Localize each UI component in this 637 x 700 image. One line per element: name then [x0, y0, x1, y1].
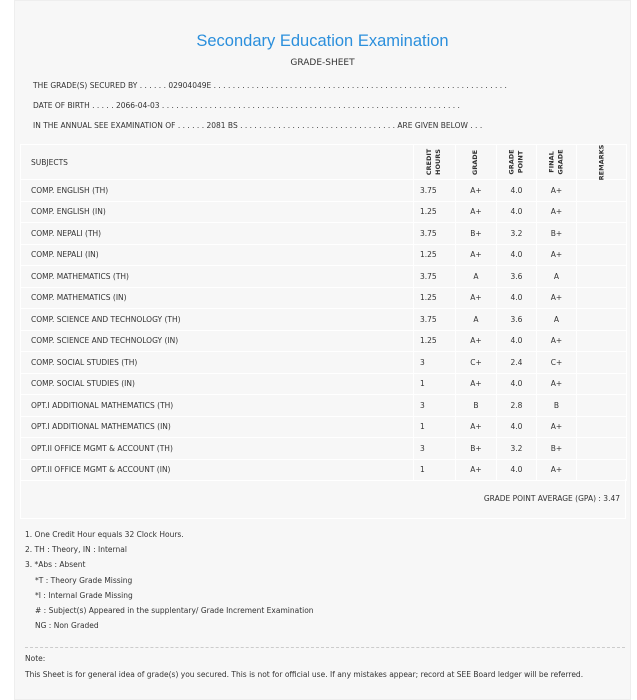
- subject-cell: OPT.II OFFICE MGMT & ACCOUNT (TH): [21, 438, 414, 460]
- header-remarks-line1: REMARKS: [596, 144, 605, 181]
- table-row: [21, 201, 627, 223]
- table-row: [21, 180, 627, 202]
- grade-cell: A+: [456, 201, 497, 223]
- note-item: *I : Internal Grade Missing: [35, 590, 133, 600]
- table-header-row: [21, 145, 627, 180]
- header-remarks-label: [597, 145, 606, 181]
- grade-cell: A+: [456, 244, 497, 266]
- remarks-cell: [577, 373, 627, 395]
- remarks-cell: [577, 287, 627, 309]
- table-row: [21, 287, 627, 309]
- table-row: [21, 244, 627, 266]
- subject-cell: COMP. NEPALI (TH): [21, 223, 414, 245]
- remarks-cell: [577, 416, 627, 438]
- subject-cell: OPT.II OFFICE MGMT & ACCOUNT (IN): [21, 459, 414, 481]
- final-grade-cell: A+: [537, 244, 577, 266]
- credit-hours-cell: 1: [414, 416, 456, 438]
- table-row: [21, 352, 627, 374]
- grade-point-cell: 3.2: [497, 223, 537, 245]
- remarks-cell: [577, 223, 627, 245]
- remarks-cell: [577, 330, 627, 352]
- header-grade-label: [472, 150, 481, 175]
- credit-hours-cell: 1.25: [414, 287, 456, 309]
- subject-cell: OPT.I ADDITIONAL MATHEMATICS (IN): [21, 416, 414, 438]
- table-row: [21, 330, 627, 352]
- header-grade-point: [497, 145, 537, 180]
- exam-year-line: IN THE ANNUAL SEE EXAMINATION OF . . . . . . 2081 BS . . . . . . . . . . . . . . . . . . . . . . . . . . . . . . . . . ARE GIVEN BELOW . . .: [33, 121, 483, 130]
- header-grade-line1: GRADE: [471, 149, 480, 176]
- credit-hours-cell: 3.75: [414, 180, 456, 202]
- note-item: *T : Theory Grade Missing: [35, 575, 133, 585]
- subject-cell: OPT.I ADDITIONAL MATHEMATICS (TH): [21, 395, 414, 417]
- gpa-value: GRADE POINT AVERAGE (GPA) : 3.47: [483, 494, 620, 503]
- remarks-cell: [577, 395, 627, 417]
- remarks-cell: [577, 352, 627, 374]
- final-grade-cell: B: [537, 395, 577, 417]
- table-row: [21, 438, 627, 460]
- note-item: NG : Non Graded: [35, 621, 99, 631]
- final-grade-cell: A: [537, 266, 577, 288]
- header-credit-line2: HOURS: [434, 149, 443, 175]
- subject-cell: COMP. MATHEMATICS (TH): [21, 266, 414, 288]
- remarks-cell: [577, 438, 627, 460]
- table-row: [21, 459, 627, 481]
- subject-cell: COMP. NEPALI (IN): [21, 244, 414, 266]
- subject-cell: COMP. SOCIAL STUDIES (TH): [21, 352, 414, 374]
- grade-point-cell: 4.0: [497, 201, 537, 223]
- divider: [25, 647, 625, 648]
- note-item: 2. TH : Theory, IN : Internal: [25, 545, 127, 555]
- header-grade-point-label: [508, 149, 526, 174]
- remarks-cell: [577, 459, 627, 481]
- header-subjects: SUBJECTS: [21, 145, 414, 180]
- note-text: This Sheet is for general idea of grade(s) you secured. This is not for official use. If any mistakes appear; record at SEE Board ledger will be referred.: [25, 669, 584, 679]
- header-gpoint-line2: POINT: [516, 150, 525, 174]
- grade-cell: B+: [456, 438, 497, 460]
- subject-cell: COMP. ENGLISH (IN): [21, 201, 414, 223]
- remarks-cell: [577, 201, 627, 223]
- page-subtitle: GRADE-SHEET: [290, 58, 355, 68]
- grade-cell: A+: [456, 330, 497, 352]
- final-grade-cell: A+: [537, 201, 577, 223]
- final-grade-cell: A+: [537, 330, 577, 352]
- grade-cell: C+: [456, 352, 497, 374]
- grade-cell: A+: [456, 180, 497, 202]
- header-final-grade-label: [548, 149, 566, 174]
- remarks-cell: [577, 266, 627, 288]
- grade-point-cell: 4.0: [497, 330, 537, 352]
- final-grade-cell: A+: [537, 180, 577, 202]
- disclaimer: [25, 651, 625, 682]
- subject-cell: COMP. SCIENCE AND TECHNOLOGY (IN): [21, 330, 414, 352]
- subject-cell: COMP. ENGLISH (TH): [21, 180, 414, 202]
- subject-cell: COMP. MATHEMATICS (IN): [21, 287, 414, 309]
- subject-cell: COMP. SOCIAL STUDIES (IN): [21, 373, 414, 395]
- grade-point-cell: 4.0: [497, 416, 537, 438]
- final-grade-cell: B+: [537, 223, 577, 245]
- credit-hours-cell: 3.75: [414, 266, 456, 288]
- note-item: 3. *Abs : Absent: [25, 560, 86, 570]
- header-final-line1: FINAL: [547, 151, 556, 173]
- header-remarks: [577, 145, 627, 180]
- grade-cell: A: [456, 309, 497, 331]
- header-credit-hours-label: [426, 149, 444, 175]
- final-grade-cell: A+: [537, 459, 577, 481]
- header-credit-hours: [414, 145, 456, 180]
- table-row: [21, 373, 627, 395]
- grade-cell: B+: [456, 223, 497, 245]
- table-row: [21, 395, 627, 417]
- grade-point-cell: 4.0: [497, 373, 537, 395]
- grade-point-cell: 4.0: [497, 244, 537, 266]
- grade-cell: A+: [456, 373, 497, 395]
- grade-cell: A+: [456, 287, 497, 309]
- note-item: 1. One Credit Hour equals 32 Clock Hours.: [25, 530, 184, 539]
- grade-point-cell: 3.6: [497, 266, 537, 288]
- legend-notes: [25, 527, 314, 633]
- credit-hours-cell: 3: [414, 395, 456, 417]
- header-final-line2: GRADE: [556, 149, 565, 175]
- subject-cell: COMP. SCIENCE AND TECHNOLOGY (TH): [21, 309, 414, 331]
- final-grade-cell: A: [537, 309, 577, 331]
- grade-point-cell: 4.0: [497, 180, 537, 202]
- grade-cell: A+: [456, 459, 497, 481]
- grade-cell: A+: [456, 416, 497, 438]
- final-grade-cell: A+: [537, 287, 577, 309]
- credit-hours-cell: 3: [414, 352, 456, 374]
- grade-point-cell: 3.6: [497, 309, 537, 331]
- remarks-cell: [577, 309, 627, 331]
- remarks-cell: [577, 244, 627, 266]
- final-grade-cell: A+: [537, 416, 577, 438]
- table-row: [21, 309, 627, 331]
- grade-cell: A: [456, 266, 497, 288]
- final-grade-cell: A+: [537, 373, 577, 395]
- gpa-row: [20, 479, 626, 519]
- table-row: [21, 416, 627, 438]
- header-credit-line1: CREDIT: [425, 148, 434, 176]
- grade-point-cell: 3.2: [497, 438, 537, 460]
- grade-point-cell: 4.0: [497, 459, 537, 481]
- note-label: Note:: [25, 654, 46, 663]
- credit-hours-cell: 3.75: [414, 309, 456, 331]
- credit-hours-cell: 1.25: [414, 201, 456, 223]
- header-grade: [456, 145, 497, 180]
- credit-hours-cell: 1: [414, 373, 456, 395]
- remarks-cell: [577, 180, 627, 202]
- credit-hours-cell: 3.75: [414, 223, 456, 245]
- symbol-number-line: THE GRADE(S) SECURED BY . . . . . . 02904049E . . . . . . . . . . . . . . . . . . . . . . . . . . . . . . . . . . . . . . . . . . . . . . . . . . . . . . . . . . . . . .: [33, 81, 507, 90]
- grade-point-cell: 4.0: [497, 287, 537, 309]
- grade-sheet-panel: [14, 0, 631, 700]
- credit-hours-cell: 1.25: [414, 244, 456, 266]
- credit-hours-cell: 1.25: [414, 330, 456, 352]
- final-grade-cell: C+: [537, 352, 577, 374]
- page-title: Secondary Education Examination: [196, 32, 449, 50]
- dob-line: DATE OF BIRTH . . . . . 2066-04-03 . . . . . . . . . . . . . . . . . . . . . . . . . . . . . . . . . . . . . . . . . . . . . . . . . . . . . . . . . . . . . . .: [33, 101, 460, 110]
- header-final-grade: [537, 145, 577, 180]
- final-grade-cell: B+: [537, 438, 577, 460]
- table-row: [21, 266, 627, 288]
- header-gpoint-line1: GRADE: [507, 149, 516, 175]
- note-item: # : Subject(s) Appeared in the supplentary/ Grade Increment Examination: [35, 606, 314, 616]
- credit-hours-cell: 1: [414, 459, 456, 481]
- grade-cell: B: [456, 395, 497, 417]
- grade-point-cell: 2.4: [497, 352, 537, 374]
- grade-point-cell: 2.8: [497, 395, 537, 417]
- table-row: [21, 223, 627, 245]
- grades-table: [20, 144, 627, 481]
- credit-hours-cell: 3: [414, 438, 456, 460]
